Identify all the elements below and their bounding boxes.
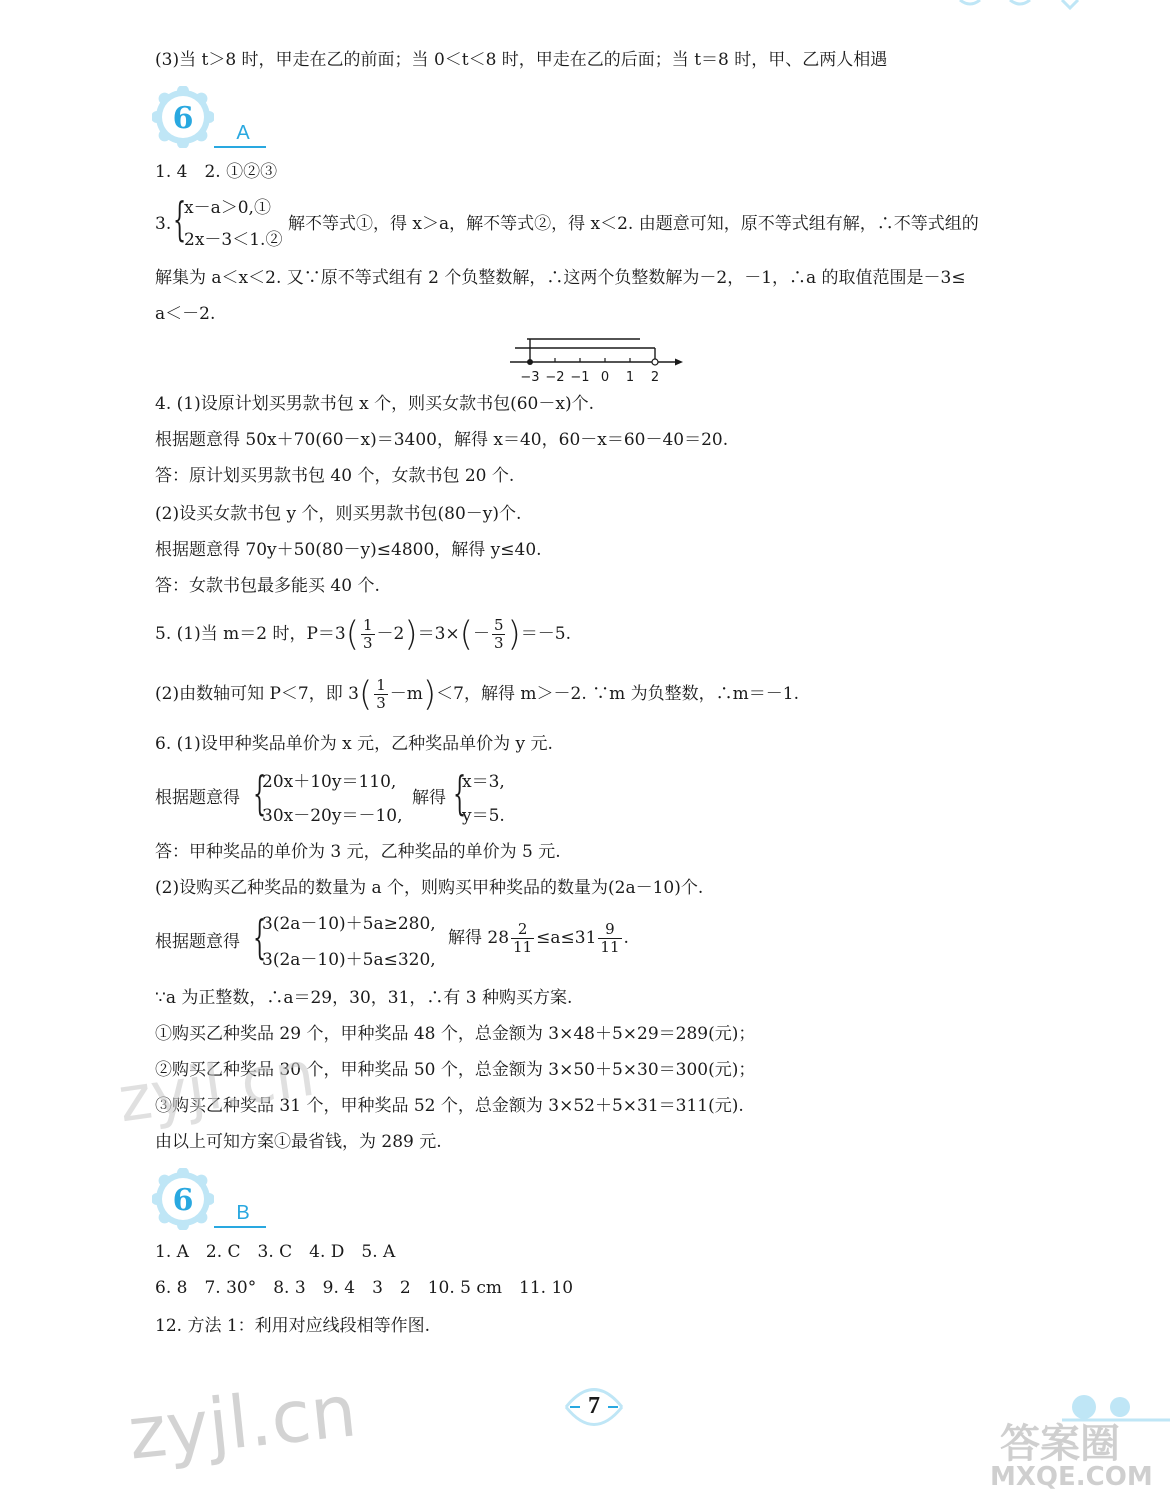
a-q1-2: 1. 4 2. ①②③ bbox=[155, 162, 278, 182]
a-q6-brace-2: { bbox=[453, 766, 467, 820]
tick-label: −1 bbox=[570, 370, 590, 385]
b-line-3: 12. 方法 1：利用对应线段相等作图. bbox=[155, 1316, 431, 1336]
q5-b-fraction: $\frac{1}{3}$ bbox=[376, 676, 386, 712]
b-line-1: 1. A 2. C 3. C 4. D 5. A bbox=[155, 1242, 396, 1262]
top-line: (3)当 t＞8 时，甲走在乙的前面；当 0＜t＜8 时，甲走在乙的后面；当 t＝8 时，甲、乙两人相遇 bbox=[155, 50, 888, 70]
a-q6-inequality-solution: 解得 28 $\frac{2}{11}$ ≤a≤31 $\frac{9}{11}$ . bbox=[448, 920, 629, 956]
a-q3-system-2: 2x－3＜1.② bbox=[184, 230, 283, 250]
watermark-daanquan: 答案圈 bbox=[1000, 1421, 1120, 1467]
a-q4-line-5: 根据题意得 70y＋50(80－y)≤4800，解得 y≤40. bbox=[155, 540, 542, 560]
a-q6-system-2: 30x－20y＝－10, bbox=[262, 806, 403, 826]
a-q6-solution-label: 解得 bbox=[412, 788, 446, 808]
a-q6-line-3: 答：甲种奖品的单价为 3 元，乙种奖品的单价为 5 元. bbox=[155, 842, 561, 862]
a-q6-line-9: ③购买乙种奖品 31 个，甲种奖品 52 个，总金额为 3×52＋5×31＝311(元). bbox=[155, 1096, 744, 1116]
tick-label: −2 bbox=[545, 370, 565, 385]
a-q3-text-2: 解集为 a＜x＜2. 又∵原不等式组有 2 个负整数解，∴这两个负整数解为－2，－1，∴a 的取值范围是－3≤ bbox=[155, 268, 966, 288]
a-q6-ineq-label: 根据题意得 bbox=[155, 932, 240, 952]
a-q6-sys-label: 根据题意得 bbox=[155, 788, 240, 808]
watermark-zyjl-bottom: zyjl.cn bbox=[124, 1368, 361, 1476]
a-q4-line-1: 4. (1)设原计划买男款书包 x 个，则买女款书包(60－x)个. bbox=[155, 394, 594, 414]
section-a-badge-icon bbox=[152, 86, 214, 148]
numberline-closed-dot bbox=[527, 359, 533, 365]
a-q6-line-10: 由以上可知方案①最省钱，为 289 元. bbox=[155, 1132, 442, 1152]
a-q6-line-8: ②购买乙种奖品 30 个，甲种奖品 50 个，总金额为 3×50＋5×30＝300(元)； bbox=[155, 1060, 756, 1080]
watermark-mxqe: MXQE.COM bbox=[990, 1462, 1153, 1492]
a-q4-line-3: 答：原计划买男款书包 40 个，女款书包 20 个. bbox=[155, 466, 515, 486]
watermark-zyjl-middle: zyjl.cn bbox=[113, 1036, 319, 1137]
a-q6-line-7: ①购买乙种奖品 29 个，甲种奖品 48 个，总金额为 3×48＋5×29＝289(元)； bbox=[155, 1024, 756, 1044]
a-q4-line-6: 答：女款书包最多能买 40 个. bbox=[155, 576, 380, 596]
q6-fraction-2: $\frac{9}{11}$ bbox=[600, 920, 620, 956]
a-q6-inequality-1: 3(2a－10)＋5a≥280, bbox=[262, 914, 436, 934]
a-q5-line-2: (2)由数轴可知 P＜7，即 3( $\frac{1}{3}$ －m)＜7，解得 m＞－2. ∵m 为负整数，∴m＝－1. bbox=[155, 674, 799, 715]
a-q4-line-2: 根据题意得 50x＋70(60－x)＝3400，解得 x＝40，60－x＝60－40＝20. bbox=[155, 430, 729, 450]
tick-label: −3 bbox=[520, 370, 540, 385]
corner-decoration-icon bbox=[950, 0, 1090, 14]
a-q3-text-3: a＜－2. bbox=[155, 304, 216, 324]
q5-a-fraction-2: $\frac{5}{3}$ bbox=[493, 616, 504, 652]
section-a-level: A bbox=[236, 122, 250, 144]
a-q6-line-1: 6. (1)设甲种奖品单价为 x 元，乙种奖品单价为 y 元. bbox=[155, 734, 553, 754]
q5-a-prefix: 5. (1)当 m＝2 时，P＝3 bbox=[155, 624, 346, 644]
a-q6-solution-1: x＝3, bbox=[462, 772, 505, 792]
a-q3-brace: { bbox=[173, 192, 187, 246]
q5-a-fraction-1: $\frac{1}{3}$ bbox=[362, 616, 373, 652]
a-q6-system-1: 20x＋10y＝110, bbox=[262, 772, 397, 792]
a-q6-brace-3: { bbox=[253, 910, 267, 964]
a-q6-line-6: ∵a 为正整数，∴a＝29，30，31，∴有 3 种购买方案. bbox=[155, 988, 573, 1008]
page-number: 7 bbox=[588, 1393, 600, 1419]
a-q6-brace-1: { bbox=[253, 766, 267, 820]
a-q3-number: 3. bbox=[155, 214, 172, 234]
a-q6-solution-2: y＝5. bbox=[462, 806, 505, 826]
section-b-level: B bbox=[236, 1202, 250, 1224]
tick-label: 0 bbox=[600, 370, 610, 385]
numberline-open-dot bbox=[652, 359, 658, 365]
a-q3-system-1: x－a＞0,① bbox=[184, 198, 271, 218]
q6-fraction-1: $\frac{2}{11}$ bbox=[513, 920, 533, 956]
section-b-number: 6 bbox=[172, 1183, 194, 1218]
tick-label: 1 bbox=[625, 370, 635, 385]
a-q6-line-4: (2)设购买乙种奖品的数量为 a 个，则购买甲种奖品的数量为(2a－10)个. bbox=[155, 878, 704, 898]
section-a-number: 6 bbox=[172, 101, 194, 136]
a-q3-text-1: 解不等式①，得 x＞a，解不等式②，得 x＜2. 由题意可知，原不等式组有解，∴不等式组的 bbox=[288, 214, 979, 234]
q5-b-prefix: (2)由数轴可知 P＜7，即 3 bbox=[155, 684, 359, 704]
a-q5-line-1: 5. (1)当 m＝2 时，P＝3( $\frac{1}{3}$ －2)＝3×(－ $\frac{5}{3}$ )＝－5. bbox=[155, 614, 571, 655]
section-a-underline bbox=[214, 146, 266, 148]
number-line bbox=[505, 334, 690, 386]
b-line-2: 6. 8 7. 30° 8. 3 9. 4 3 2 10. 5 cm 11. 10 bbox=[155, 1278, 574, 1298]
section-b-underline bbox=[214, 1226, 266, 1228]
tick-label: 2 bbox=[650, 370, 660, 385]
a-q4-line-4: (2)设买女款书包 y 个，则买男款书包(80－y)个. bbox=[155, 504, 522, 524]
section-b-badge-icon bbox=[152, 1168, 214, 1230]
a-q6-inequality-2: 3(2a－10)＋5a≤320, bbox=[262, 950, 436, 970]
